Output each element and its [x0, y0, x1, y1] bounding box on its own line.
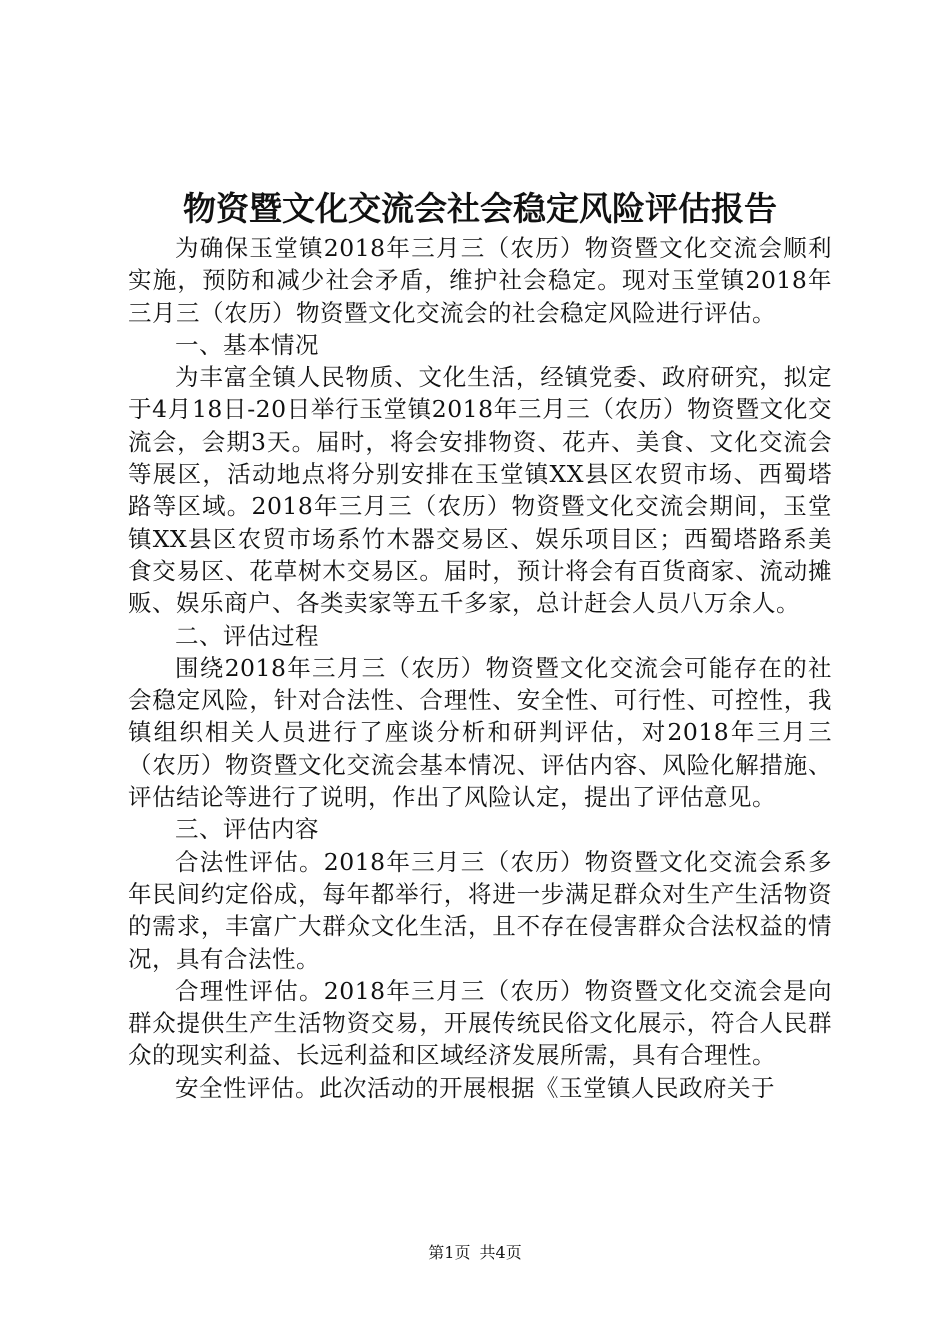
page-total: 共4页 — [479, 1243, 522, 1262]
section-heading-content: 三、评估内容 — [175, 815, 319, 844]
page-footer — [0, 1243, 950, 1263]
document-title: 物资暨文化交流会社会稳定风险评估报告 — [183, 189, 777, 228]
section-heading-process: 二、评估过程 — [175, 621, 319, 650]
paragraph-process: 围绕2018年三月三（农历）物资暨文化交流会可能存在的社会稳定风险，针对合法性、合理性、安全性、可行性、可控性，我镇组织相关人员进行了座谈分析和研判评估，对2018年三月三（农历）物资暨文化交流会基本情况、评估内容、风险化解措施、评估结论等进行了说明，作出了风险认定，提出了评估意见。 — [128, 653, 832, 812]
paragraph-safety: 安全性评估。此次活动的开展根据《玉堂镇人民政府关于 — [175, 1073, 775, 1102]
paragraph-rationality: 合理性评估。2018年三月三（农历）物资暨文化交流会是向群众提供生产生活物资交易，开展传统民俗文化展示，符合人民群众的现实利益、长远利益和区域经济发展所需，具有合理性。 — [128, 976, 832, 1070]
section-heading-basic: 一、基本情况 — [175, 330, 319, 359]
paragraph-legality: 合法性评估。2018年三月三（农历）物资暨文化交流会系多年民间约定俗成，每年都举行，将进一步满足群众对生产生活物资的需求，丰富广大群众文化生活，且不存在侵害群众合法权益的情况，具有合法性。 — [128, 847, 832, 973]
paragraph-basic: 为丰富全镇人民物质、文化生活，经镇党委、政府研究，拟定于4月18日-20日举行玉堂镇2018年三月三（农历）物资暨文化交流会，会期3天。届时，将会安排物资、花卉、美食、文化交流会等展区，活动地点将分别安排在玉堂镇XX县区农贸市场、西蜀塔路等区域。2018年三月三（农历）物资暨文化交流会期间，玉堂镇XX县区农贸市场系竹木器交易区、娱乐项目区；西蜀塔路系美食交易区、花草树木交易区。届时，预计将会有百货商家、流动摊贩、娱乐商户、各类卖家等五千多家，总计赶会人员八万余人。 — [128, 363, 832, 618]
page-number: 第1页 — [428, 1243, 471, 1262]
paragraph-intro: 为确保玉堂镇2018年三月三（农历）物资暨文化交流会顺利实施，预防和减少社会矛盾，维护社会稳定。现对玉堂镇2018年三月三（农历）物资暨文化交流会的社会稳定风险进行评估。 — [128, 234, 832, 327]
document-body — [128, 232, 832, 1104]
